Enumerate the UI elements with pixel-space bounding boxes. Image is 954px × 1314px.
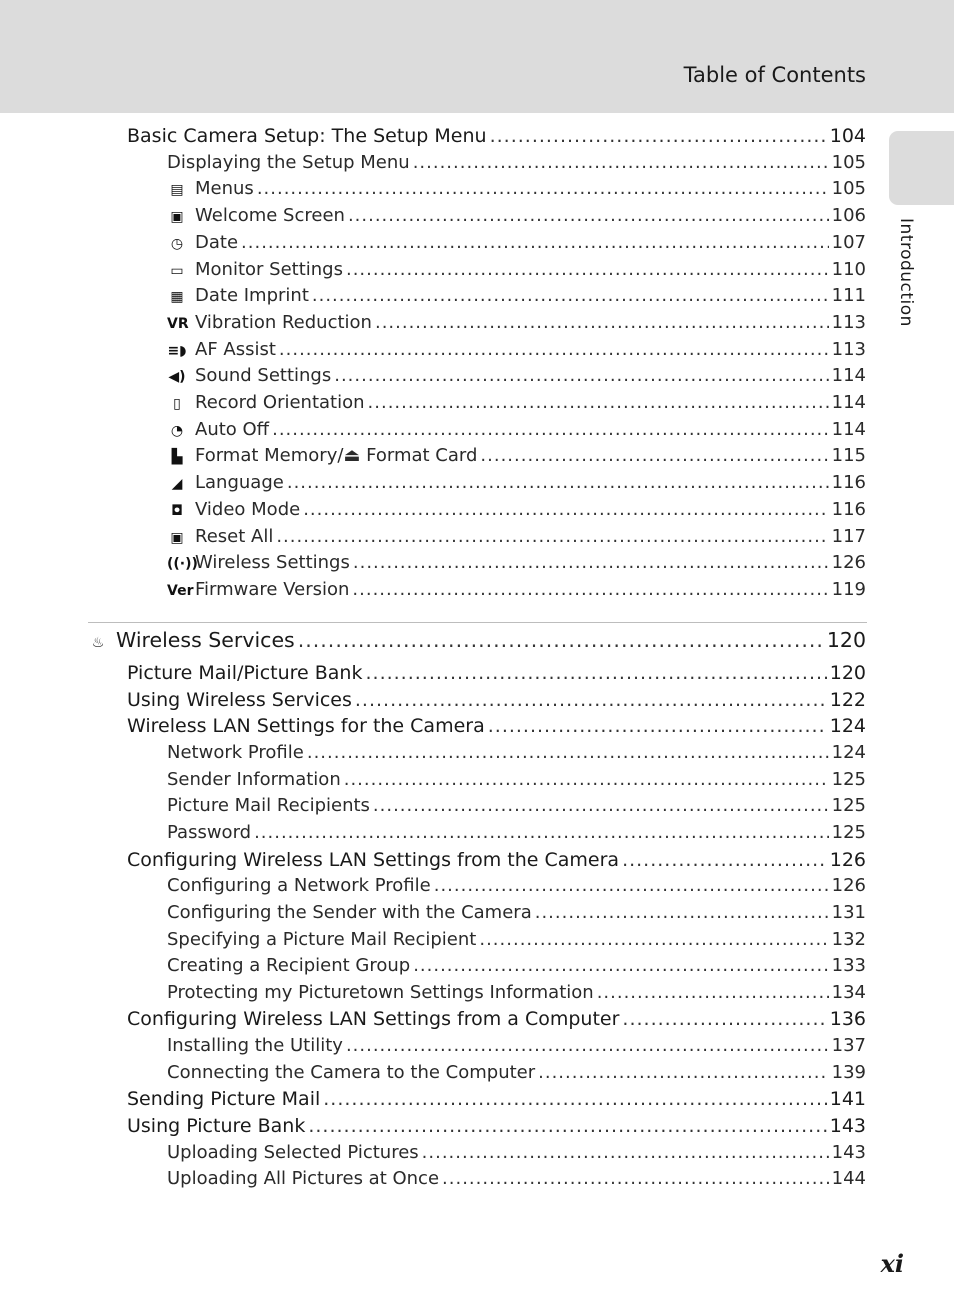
- toc-page-number: 126: [831, 875, 866, 897]
- toc-entry[interactable]: [127, 849, 866, 875]
- toc-page-number: 133: [831, 955, 866, 977]
- toc-page-number: 104: [829, 125, 866, 147]
- toc-page-number: 143: [829, 1115, 866, 1138]
- dot-leader: [422, 1142, 829, 1163]
- dot-leader: [413, 152, 829, 173]
- dot-leader: [308, 1115, 826, 1137]
- video-mode-icon: ◘: [171, 502, 183, 519]
- page-title: Table of Contents: [683, 63, 866, 87]
- toc-entry[interactable]: [167, 769, 866, 795]
- section-tab: [889, 131, 954, 205]
- toc-page-number: 139: [831, 1061, 866, 1083]
- toc-entry-title: ◀) Sound Settings: [168, 365, 332, 387]
- toc-entry-title: ▙ Format Memory/⏏ Format Card: [167, 445, 477, 466]
- toc-entry-title: ▣ Reset All: [167, 526, 273, 547]
- toc-entry-title: Protecting my Picturetown Settings Information: [167, 981, 594, 1003]
- dot-leader: [344, 769, 829, 790]
- dot-leader: [323, 1088, 826, 1110]
- dot-leader: [434, 875, 829, 896]
- toc-entry[interactable]: [167, 579, 866, 605]
- toc-entry-title: VerFirmware Version: [167, 578, 350, 600]
- toc-page-number: 113: [831, 311, 866, 333]
- dot-leader: [488, 715, 827, 737]
- dot-leader: [272, 419, 829, 440]
- toc-entry-title: Uploading All Pictures at Once: [167, 1168, 440, 1190]
- toc-page-number: 115: [831, 445, 866, 467]
- toc-entry-title: Configuring a Network Profile: [167, 875, 431, 897]
- toc-page-number: 113: [831, 338, 866, 360]
- dot-leader: [276, 526, 828, 547]
- record-orientation-icon: ▯: [173, 396, 181, 412]
- toc-entry[interactable]: [88, 628, 866, 658]
- toc-page-number: 143: [831, 1141, 866, 1163]
- dot-leader: [622, 1008, 826, 1030]
- dot-leader: [442, 1168, 829, 1189]
- toc-entry-title: Connecting the Camera to the Computer: [167, 1061, 536, 1083]
- toc-entry[interactable]: [167, 392, 866, 418]
- toc-entry[interactable]: [127, 1115, 866, 1141]
- toc-entry-title: Network Profile: [167, 741, 304, 763]
- toc-page-number: 116: [831, 472, 866, 494]
- toc-page-number: 126: [831, 552, 866, 574]
- toc-entry[interactable]: [127, 1088, 866, 1114]
- dot-leader: [365, 662, 826, 684]
- auto-off-icon: ◔: [170, 422, 184, 439]
- wireless-icon: ((·)): [167, 556, 198, 573]
- toc-entry-title: ◔ Auto Off: [167, 419, 269, 440]
- dot-leader: [373, 795, 829, 816]
- toc-page-number: 114: [831, 418, 866, 440]
- toc-entry-title: Configuring Wireless LAN Settings from the Camera: [127, 848, 620, 871]
- toc-entry-title: ▤ Menus: [167, 178, 254, 199]
- wireless-services-icon: ♨: [91, 635, 105, 651]
- toc-entry-title: Wireless LAN Settings for the Camera: [127, 715, 485, 738]
- toc-entry[interactable]: [167, 312, 866, 338]
- toc-entry[interactable]: [167, 339, 866, 365]
- af-assist-icon: ≡◗: [167, 342, 187, 359]
- toc-entry[interactable]: [167, 1035, 866, 1061]
- dot-leader: [303, 499, 828, 520]
- dot-leader: [287, 472, 829, 493]
- toc-entry[interactable]: [167, 365, 866, 391]
- toc-entry-title: Sending Picture Mail: [127, 1088, 321, 1111]
- toc-page-number: 107: [831, 231, 866, 253]
- dot-leader: [622, 849, 827, 871]
- speaker-icon: ◀): [168, 369, 186, 386]
- toc-entry[interactable]: [167, 929, 866, 955]
- dot-leader: [279, 339, 829, 360]
- dot-leader: [307, 742, 829, 763]
- toc-page-number: 122: [829, 688, 866, 711]
- dot-leader: [490, 125, 827, 147]
- toc-entry[interactable]: [167, 955, 866, 981]
- toc-page-number: 141: [829, 1088, 866, 1111]
- toc-entry[interactable]: [167, 742, 866, 768]
- toc-entry-title: Creating a Recipient Group: [167, 955, 411, 977]
- format-card-icon: ⏏: [343, 445, 361, 467]
- toc-entry[interactable]: [167, 552, 866, 578]
- welcome-screen-icon: ▣: [170, 209, 184, 226]
- toc-entry-title: ▣ Welcome Screen: [167, 205, 345, 226]
- toc-page-number: 116: [831, 498, 866, 520]
- toc-entry[interactable]: [167, 875, 866, 901]
- toc-page-number: 120: [826, 628, 866, 652]
- page-number: xi: [880, 1249, 904, 1278]
- toc-entry-title: Displaying the Setup Menu: [167, 151, 410, 173]
- toc-entry[interactable]: [167, 822, 866, 848]
- format-memory-icon: ▙: [171, 449, 183, 466]
- toc-entry[interactable]: [167, 152, 866, 178]
- toc-entry-title: ((·))Wireless Settings: [167, 552, 350, 574]
- toc-page-number: 105: [831, 151, 866, 173]
- toc-page-number: 125: [831, 821, 866, 843]
- dot-leader: [254, 822, 829, 843]
- toc-entry[interactable]: [127, 125, 866, 151]
- dot-leader: [535, 902, 829, 923]
- dot-leader: [346, 1035, 829, 1056]
- dot-leader: [480, 445, 828, 466]
- dot-leader: [348, 205, 829, 226]
- toc-entry[interactable]: [167, 1062, 866, 1088]
- toc-page-number: 134: [831, 981, 866, 1003]
- monitor-icon: ▭: [170, 262, 184, 279]
- toc-entry[interactable]: [127, 689, 866, 715]
- toc-entry[interactable]: [127, 1008, 866, 1034]
- dot-leader: [368, 392, 829, 413]
- toc-page-number: 106: [831, 205, 866, 227]
- toc-entry-title: ◘ Video Mode: [167, 499, 300, 520]
- toc-page-number: 119: [831, 578, 866, 600]
- dot-leader: [375, 312, 829, 333]
- toc-entry-title: VR Vibration Reduction: [167, 311, 372, 333]
- dot-leader: [298, 628, 824, 652]
- toc-entry-title: Configuring Wireless LAN Settings from a Computer: [127, 1008, 620, 1031]
- dot-leader: [353, 552, 829, 573]
- dot-leader: [355, 689, 827, 711]
- toc-entry[interactable]: [167, 445, 866, 471]
- date-imprint-icon: ▦: [170, 289, 184, 306]
- toc-entry-title: Configuring the Sender with the Camera: [167, 901, 532, 923]
- reset-all-icon: ▣: [170, 529, 184, 546]
- toc-page-number: 111: [831, 285, 866, 307]
- toc-entry-title: ▦ Date Imprint: [167, 285, 309, 306]
- toc-entry-title: ▭ Monitor Settings: [167, 259, 343, 280]
- date-clock-icon: ◷: [170, 235, 184, 252]
- toc-entry[interactable]: [167, 982, 866, 1008]
- page-header: [0, 0, 954, 113]
- toc-entry[interactable]: [127, 662, 866, 688]
- section-tab-label: Introduction: [896, 218, 916, 327]
- toc-entry[interactable]: [167, 285, 866, 311]
- toc-page-number: 114: [831, 365, 866, 387]
- toc-page-number: 117: [831, 525, 866, 547]
- toc-entry-title: ◷ Date: [167, 232, 238, 253]
- toc-entry-title: ◢ Language: [167, 472, 284, 493]
- toc-entry-title: Picture Mail Recipients: [167, 795, 370, 817]
- toc-page-number: 124: [831, 741, 866, 763]
- section-divider: [88, 622, 867, 623]
- toc-page-number: 124: [829, 715, 866, 738]
- toc-entry[interactable]: [167, 1142, 866, 1168]
- toc-entry-title: Picture Mail/Picture Bank: [127, 662, 363, 684]
- toc-entry[interactable]: [167, 499, 866, 525]
- toc-page-number: 120: [829, 662, 866, 684]
- toc-entry[interactable]: [167, 795, 866, 821]
- toc-page-number: 114: [831, 392, 866, 413]
- firmware-version-icon: Ver: [167, 582, 194, 599]
- toc-entry-title: Installing the Utility: [167, 1035, 343, 1057]
- toc-page-number: 132: [831, 928, 866, 950]
- toc-entry-title: Password: [167, 821, 252, 843]
- toc-page-number: 126: [829, 848, 866, 871]
- toc-entry-title: Uploading Selected Pictures: [167, 1141, 419, 1163]
- toc-entry-title: Sender Information: [167, 768, 341, 790]
- dot-leader: [597, 982, 829, 1003]
- toc-entry[interactable]: [167, 419, 866, 445]
- dot-leader: [352, 579, 828, 600]
- toc-entry-title: ≡◗ AF Assist: [167, 338, 276, 360]
- toc-page-number: 110: [831, 258, 866, 280]
- toc-entry[interactable]: [167, 178, 866, 204]
- toc-entry[interactable]: [167, 526, 866, 552]
- toc-entry[interactable]: [167, 1168, 866, 1194]
- toc-entry-title: Using Wireless Services: [127, 688, 352, 711]
- toc-entry[interactable]: [127, 715, 866, 741]
- dot-leader: [334, 365, 828, 386]
- toc-entry[interactable]: [167, 259, 866, 285]
- dot-leader: [257, 178, 829, 199]
- dot-leader: [538, 1062, 829, 1083]
- vibration-reduction-icon: VR: [167, 315, 189, 332]
- toc-entry-title: ▯ Record Orientation: [167, 392, 365, 413]
- dot-leader: [413, 955, 828, 976]
- toc-page-number: 137: [831, 1035, 866, 1057]
- toc-entry-title: Using Picture Bank: [127, 1115, 306, 1138]
- toc-page-number: 131: [831, 901, 866, 923]
- toc-entry-title: Basic Camera Setup: The Setup Menu: [127, 125, 487, 147]
- menus-icon: ▤: [170, 182, 184, 199]
- toc-page-number: 125: [831, 795, 866, 817]
- toc-entry[interactable]: [167, 205, 866, 231]
- toc-entry-title: ♨ Wireless Services: [88, 628, 295, 652]
- dot-leader: [346, 259, 829, 280]
- dot-leader: [479, 929, 828, 950]
- dot-leader: [312, 285, 829, 306]
- toc-page-number: 144: [831, 1168, 866, 1190]
- toc-entry[interactable]: [167, 232, 866, 258]
- toc-page-number: 125: [831, 768, 866, 790]
- dot-leader: [241, 232, 829, 253]
- toc-entry[interactable]: [167, 902, 866, 928]
- language-icon: ◢: [171, 476, 183, 493]
- toc-page-number: 136: [829, 1008, 866, 1031]
- toc-entry-title: Specifying a Picture Mail Recipient: [167, 928, 477, 950]
- toc-page-number: 105: [831, 178, 866, 200]
- toc-entry[interactable]: [167, 472, 866, 498]
